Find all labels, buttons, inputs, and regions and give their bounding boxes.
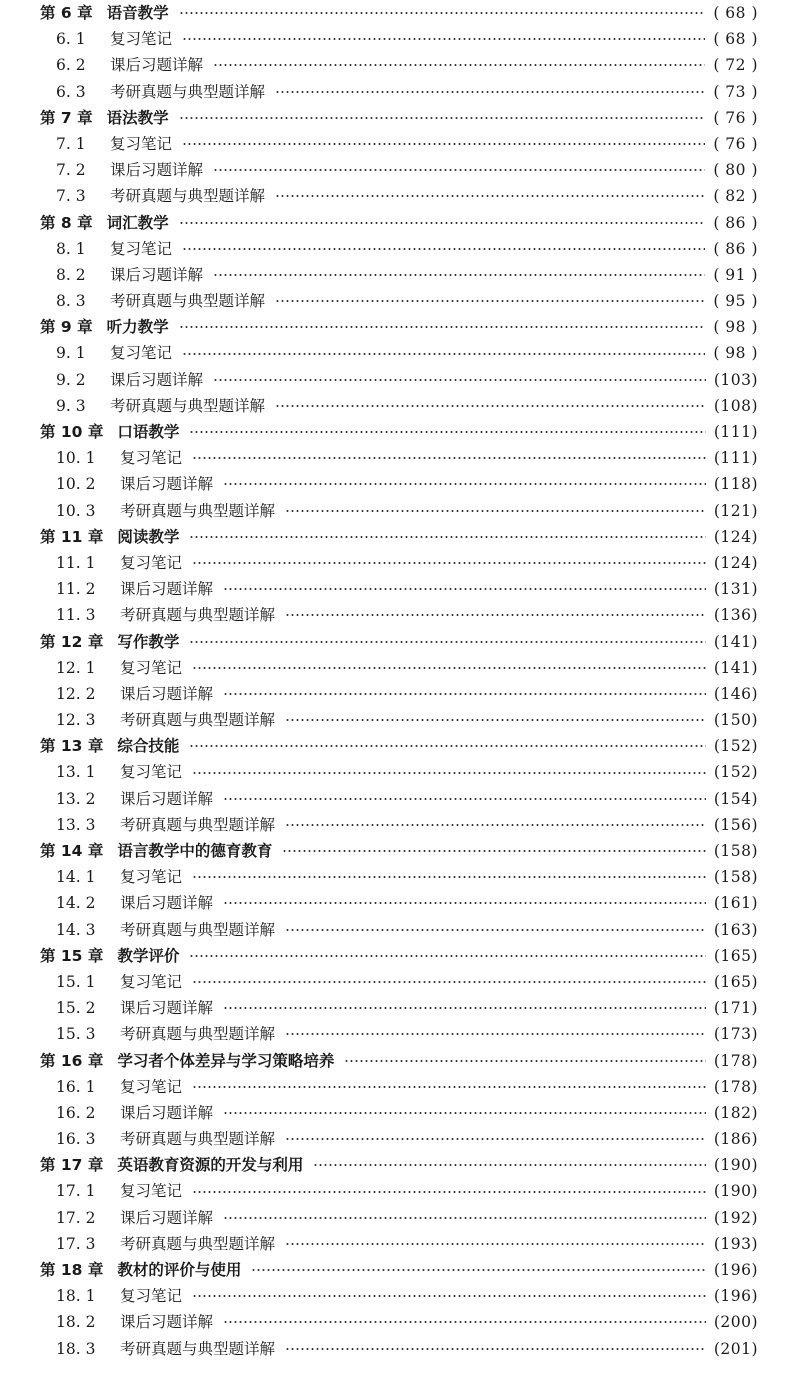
page-number: (103) <box>713 370 758 389</box>
toc-section-entry[interactable] <box>40 1021 758 1047</box>
dot-leader <box>179 117 706 119</box>
section-number: 13. 3 <box>56 815 96 834</box>
toc-section-entry[interactable] <box>40 1309 758 1335</box>
dot-leader <box>213 274 705 276</box>
dot-leader <box>275 195 705 197</box>
dot-leader <box>251 1269 705 1271</box>
toc-section-entry[interactable] <box>40 340 758 366</box>
section-number: 8. 2 <box>56 265 86 284</box>
chapter-number: 第 9 章 <box>40 318 93 337</box>
chapter-number: 第 10 章 <box>40 423 104 441</box>
section-number: 11. 3 <box>56 606 96 625</box>
dot-leader <box>192 1086 706 1088</box>
section-number: 14. 2 <box>56 894 96 913</box>
section-number: 7. 3 <box>56 187 86 206</box>
page-number: (161) <box>713 894 758 913</box>
toc-section-entry[interactable] <box>40 131 758 157</box>
section-title: 考研真题与典型题详解 <box>120 1025 276 1044</box>
chapter-title: 词汇教学 <box>106 213 169 232</box>
toc-chapter-entry[interactable] <box>40 1048 758 1074</box>
toc-section-entry[interactable] <box>40 1283 758 1309</box>
dot-leader <box>223 1007 706 1009</box>
dot-leader <box>192 981 706 983</box>
page-number: (124) <box>713 553 758 572</box>
toc-chapter-entry[interactable] <box>40 419 758 445</box>
section-title: 复习笔记 <box>110 30 173 49</box>
toc-section-entry[interactable] <box>40 550 758 576</box>
page-number: (171) <box>713 999 758 1018</box>
dot-leader <box>192 667 706 669</box>
page-number: (154) <box>713 789 758 808</box>
chapter-number: 第 11 章 <box>40 527 104 546</box>
section-title: 课后习题详解 <box>120 1313 214 1332</box>
dot-leader <box>285 1033 706 1035</box>
dot-leader <box>223 693 706 695</box>
section-number: 18. 3 <box>56 1339 96 1358</box>
chapter-title: 口语教学 <box>117 423 180 441</box>
page-number: (193) <box>713 1234 758 1253</box>
page-number: (182) <box>713 1103 758 1122</box>
dot-leader <box>223 902 706 904</box>
dot-leader <box>189 641 705 643</box>
chapter-title: 语言教学中的德育教育 <box>117 842 273 860</box>
toc-section-entry[interactable] <box>40 445 758 471</box>
chapter-number: 第 13 章 <box>40 737 104 756</box>
section-title: 考研真题与典型题详解 <box>110 292 266 311</box>
section-title: 复习笔记 <box>120 553 183 572</box>
page-number: (150) <box>713 711 758 730</box>
section-title: 复习笔记 <box>120 1077 183 1096</box>
dot-leader <box>192 772 706 774</box>
section-number: 9. 2 <box>56 370 86 389</box>
section-number: 17. 2 <box>56 1208 96 1227</box>
dot-leader <box>285 614 706 616</box>
dot-leader <box>285 719 706 721</box>
page-number: ( 82 ) <box>713 187 758 206</box>
section-title: 复习笔记 <box>120 658 183 677</box>
section-title: 复习笔记 <box>120 449 183 468</box>
section-title: 复习笔记 <box>120 868 183 887</box>
toc-section-entry[interactable] <box>40 26 758 52</box>
section-number: 11. 1 <box>56 553 96 572</box>
dot-leader <box>285 824 706 826</box>
toc-section-entry[interactable] <box>40 602 758 628</box>
section-title: 考研真题与典型题详解 <box>110 82 266 101</box>
page-number: (108) <box>713 396 758 415</box>
page-number: (192) <box>713 1208 758 1227</box>
page-number: (173) <box>713 1025 758 1044</box>
toc-section-entry[interactable] <box>40 969 758 995</box>
toc-section-entry[interactable] <box>40 1178 758 1204</box>
chapter-title: 英语教育资源的开发与利用 <box>117 1156 304 1175</box>
section-title: 课后习题详解 <box>120 1208 214 1227</box>
chapter-title: 综合技能 <box>117 737 180 756</box>
page-number: ( 76 ) <box>713 108 758 127</box>
chapter-title: 阅读教学 <box>117 527 180 546</box>
toc-section-entry[interactable] <box>40 786 758 812</box>
section-title: 考研真题与典型题详解 <box>120 606 276 625</box>
dot-leader <box>223 483 706 485</box>
section-number: 17. 1 <box>56 1182 96 1201</box>
page-number: (165) <box>713 972 758 991</box>
section-number: 14. 1 <box>56 868 96 887</box>
page-number: (141) <box>713 658 758 677</box>
toc-section-entry[interactable] <box>40 681 758 707</box>
dot-leader <box>192 562 706 564</box>
section-title: 复习笔记 <box>120 763 183 782</box>
page-number: (190) <box>713 1156 758 1175</box>
section-number: 10. 3 <box>56 501 96 520</box>
page-number: ( 98 ) <box>713 318 758 337</box>
page-number: (156) <box>713 815 758 834</box>
chapter-title: 语音教学 <box>106 4 169 22</box>
section-title: 复习笔记 <box>110 134 173 153</box>
section-title: 考研真题与典型题详解 <box>120 501 276 520</box>
toc-section-entry[interactable] <box>40 812 758 838</box>
dot-leader <box>285 1138 706 1140</box>
chapter-number: 第 18 章 <box>40 1261 104 1279</box>
section-number: 6. 3 <box>56 82 86 101</box>
dot-leader <box>179 222 706 224</box>
section-title: 考研真题与典型题详解 <box>120 1234 276 1253</box>
toc-section-entry[interactable] <box>40 1100 758 1126</box>
dot-leader <box>313 1164 705 1166</box>
chapter-number: 第 6 章 <box>40 4 93 22</box>
toc-chapter-entry[interactable] <box>40 314 758 340</box>
page-number: ( 68 ) <box>713 4 758 22</box>
table-of-contents <box>40 0 758 1362</box>
section-number: 12. 1 <box>56 658 96 677</box>
section-number: 15. 2 <box>56 999 96 1018</box>
dot-leader <box>275 300 705 302</box>
section-number: 16. 1 <box>56 1077 96 1096</box>
page-number: (165) <box>713 946 758 965</box>
page-number: (163) <box>713 920 758 939</box>
toc-section-entry[interactable] <box>40 52 758 78</box>
dot-leader <box>223 1112 706 1114</box>
section-number: 8. 1 <box>56 239 86 258</box>
page-number: ( 76 ) <box>713 134 758 153</box>
toc-chapter-entry[interactable] <box>40 105 758 131</box>
dot-leader <box>275 405 706 407</box>
toc-section-entry[interactable] <box>40 236 758 262</box>
section-number: 18. 2 <box>56 1313 96 1332</box>
dot-leader <box>192 876 706 878</box>
section-title: 课后习题详解 <box>120 1103 214 1122</box>
toc-chapter-entry[interactable] <box>40 838 758 864</box>
section-title: 课后习题详解 <box>120 894 214 913</box>
toc-section-entry[interactable] <box>40 498 758 524</box>
dot-leader <box>189 955 705 957</box>
toc-section-entry[interactable] <box>40 576 758 602</box>
section-number: 13. 1 <box>56 763 96 782</box>
dot-leader <box>223 1217 706 1219</box>
dot-leader <box>285 510 706 512</box>
chapter-number: 第 15 章 <box>40 946 104 965</box>
toc-section-entry[interactable] <box>40 707 758 733</box>
toc-section-entry[interactable] <box>40 157 758 183</box>
page-number: ( 68 ) <box>713 30 758 49</box>
page-number: ( 86 ) <box>713 213 758 232</box>
section-number: 15. 3 <box>56 1025 96 1044</box>
dot-leader <box>179 326 706 328</box>
section-number: 7. 2 <box>56 161 86 180</box>
toc-section-entry[interactable] <box>40 890 758 916</box>
section-title: 课后习题详解 <box>110 161 204 180</box>
section-title: 考研真题与典型题详解 <box>120 1130 276 1149</box>
section-title: 考研真题与典型题详解 <box>120 920 276 939</box>
toc-section-entry[interactable] <box>40 367 758 393</box>
section-number: 16. 2 <box>56 1103 96 1122</box>
section-number: 11. 2 <box>56 580 96 599</box>
dot-leader <box>285 929 706 931</box>
dot-leader <box>192 1191 706 1193</box>
toc-chapter-entry[interactable] <box>40 1257 758 1283</box>
chapter-number: 第 7 章 <box>40 108 93 127</box>
page-number: (196) <box>713 1287 758 1306</box>
toc-chapter-entry[interactable] <box>40 1152 758 1178</box>
page-number: (121) <box>713 501 758 520</box>
page-number: ( 95 ) <box>713 292 758 311</box>
dot-leader <box>182 353 705 355</box>
dot-leader <box>192 1295 706 1297</box>
chapter-number: 第 17 章 <box>40 1156 104 1175</box>
section-title: 课后习题详解 <box>110 56 204 75</box>
section-number: 18. 1 <box>56 1287 96 1306</box>
chapter-title: 教材的评价与使用 <box>117 1261 242 1279</box>
dot-leader <box>282 850 705 852</box>
section-title: 课后习题详解 <box>110 265 204 284</box>
section-number: 10. 2 <box>56 475 96 494</box>
section-title: 复习笔记 <box>120 1182 183 1201</box>
chapter-title: 写作教学 <box>117 632 180 651</box>
section-number: 16. 3 <box>56 1130 96 1149</box>
chapter-number: 第 14 章 <box>40 842 104 860</box>
section-title: 课后习题详解 <box>120 789 214 808</box>
toc-section-entry[interactable] <box>40 183 758 209</box>
section-title: 复习笔记 <box>120 972 183 991</box>
dot-leader <box>189 536 705 538</box>
dot-leader <box>213 169 705 171</box>
dot-leader <box>223 588 706 590</box>
dot-leader <box>285 1348 706 1350</box>
section-number: 10. 1 <box>56 449 96 468</box>
dot-leader <box>182 248 705 250</box>
page-number: (196) <box>713 1261 758 1279</box>
section-number: 14. 3 <box>56 920 96 939</box>
toc-section-entry[interactable] <box>40 1126 758 1152</box>
section-title: 复习笔记 <box>110 344 173 363</box>
section-number: 17. 3 <box>56 1234 96 1253</box>
dot-leader <box>182 38 705 40</box>
toc-section-entry[interactable] <box>40 1231 758 1257</box>
toc-chapter-entry[interactable] <box>40 524 758 550</box>
section-title: 考研真题与典型题详解 <box>110 396 266 415</box>
chapter-title: 教学评价 <box>117 946 180 965</box>
section-number: 12. 2 <box>56 684 96 703</box>
section-title: 课后习题详解 <box>110 370 204 389</box>
page-number: ( 86 ) <box>713 239 758 258</box>
section-title: 考研真题与典型题详解 <box>120 711 276 730</box>
chapter-number: 第 16 章 <box>40 1051 104 1070</box>
dot-leader <box>344 1060 705 1062</box>
toc-section-entry[interactable] <box>40 995 758 1021</box>
toc-section-entry[interactable] <box>40 393 758 419</box>
dot-leader <box>189 431 705 433</box>
toc-section-entry[interactable] <box>40 917 758 943</box>
toc-section-entry[interactable] <box>40 759 758 785</box>
dot-leader <box>275 91 705 93</box>
chapter-title: 语法教学 <box>106 108 169 127</box>
page-number: (201) <box>713 1339 758 1358</box>
toc-chapter-entry[interactable] <box>40 0 758 26</box>
page-number: (118) <box>713 475 758 494</box>
toc-section-entry[interactable] <box>40 288 758 314</box>
page-number: ( 98 ) <box>713 344 758 363</box>
dot-leader <box>192 457 706 459</box>
dot-leader <box>223 798 706 800</box>
toc-section-entry[interactable] <box>40 1205 758 1231</box>
section-title: 考研真题与典型题详解 <box>120 815 276 834</box>
page-number: (111) <box>713 423 758 441</box>
page-number: (146) <box>713 684 758 703</box>
dot-leader <box>189 745 705 747</box>
page-number: (124) <box>713 527 758 546</box>
toc-chapter-entry[interactable] <box>40 629 758 655</box>
dot-leader <box>213 64 705 66</box>
page-number: (190) <box>713 1182 758 1201</box>
toc-chapter-entry[interactable] <box>40 733 758 759</box>
toc-section-entry[interactable] <box>40 79 758 105</box>
page-number: (186) <box>713 1130 758 1149</box>
section-title: 课后习题详解 <box>120 475 214 494</box>
dot-leader <box>182 143 705 145</box>
page-number: ( 73 ) <box>713 82 758 101</box>
chapter-number: 第 8 章 <box>40 213 93 232</box>
chapter-title: 学习者个体差异与学习策略培养 <box>117 1051 335 1070</box>
toc-section-entry[interactable] <box>40 262 758 288</box>
section-number: 6. 2 <box>56 56 86 75</box>
dot-leader <box>285 1243 706 1245</box>
dot-leader <box>179 12 706 14</box>
section-number: 7. 1 <box>56 134 86 153</box>
page-number: ( 91 ) <box>713 265 758 284</box>
page-number: (158) <box>713 868 758 887</box>
chapter-number: 第 12 章 <box>40 632 104 651</box>
section-title: 考研真题与典型题详解 <box>110 187 266 206</box>
page-number: (158) <box>713 842 758 860</box>
toc-chapter-entry[interactable] <box>40 210 758 236</box>
page-number: (152) <box>713 737 758 756</box>
section-number: 9. 3 <box>56 396 86 415</box>
section-number: 6. 1 <box>56 30 86 49</box>
section-title: 课后习题详解 <box>120 999 214 1018</box>
dot-leader <box>213 379 706 381</box>
toc-section-entry[interactable] <box>40 864 758 890</box>
section-title: 考研真题与典型题详解 <box>120 1339 276 1358</box>
page-number: (131) <box>713 580 758 599</box>
toc-section-entry[interactable] <box>40 471 758 497</box>
page-number: (111) <box>713 449 758 468</box>
toc-section-entry[interactable] <box>40 1074 758 1100</box>
section-title: 课后习题详解 <box>120 684 214 703</box>
page-number: (152) <box>713 763 758 782</box>
toc-chapter-entry[interactable] <box>40 943 758 969</box>
chapter-title: 听力教学 <box>106 318 169 337</box>
page-number: (178) <box>713 1077 758 1096</box>
section-number: 8. 3 <box>56 292 86 311</box>
toc-section-entry[interactable] <box>40 655 758 681</box>
page-number: (136) <box>713 606 758 625</box>
page-number: (200) <box>713 1313 758 1332</box>
section-title: 复习笔记 <box>110 239 173 258</box>
section-number: 13. 2 <box>56 789 96 808</box>
section-number: 12. 3 <box>56 711 96 730</box>
page-number: (141) <box>713 632 758 651</box>
section-title: 课后习题详解 <box>120 580 214 599</box>
dot-leader <box>223 1321 706 1323</box>
page-number: ( 80 ) <box>713 161 758 180</box>
toc-section-entry[interactable] <box>40 1336 758 1362</box>
section-number: 15. 1 <box>56 972 96 991</box>
section-number: 9. 1 <box>56 344 86 363</box>
page-number: (178) <box>713 1051 758 1070</box>
page-number: ( 72 ) <box>713 56 758 75</box>
section-title: 复习笔记 <box>120 1287 183 1306</box>
